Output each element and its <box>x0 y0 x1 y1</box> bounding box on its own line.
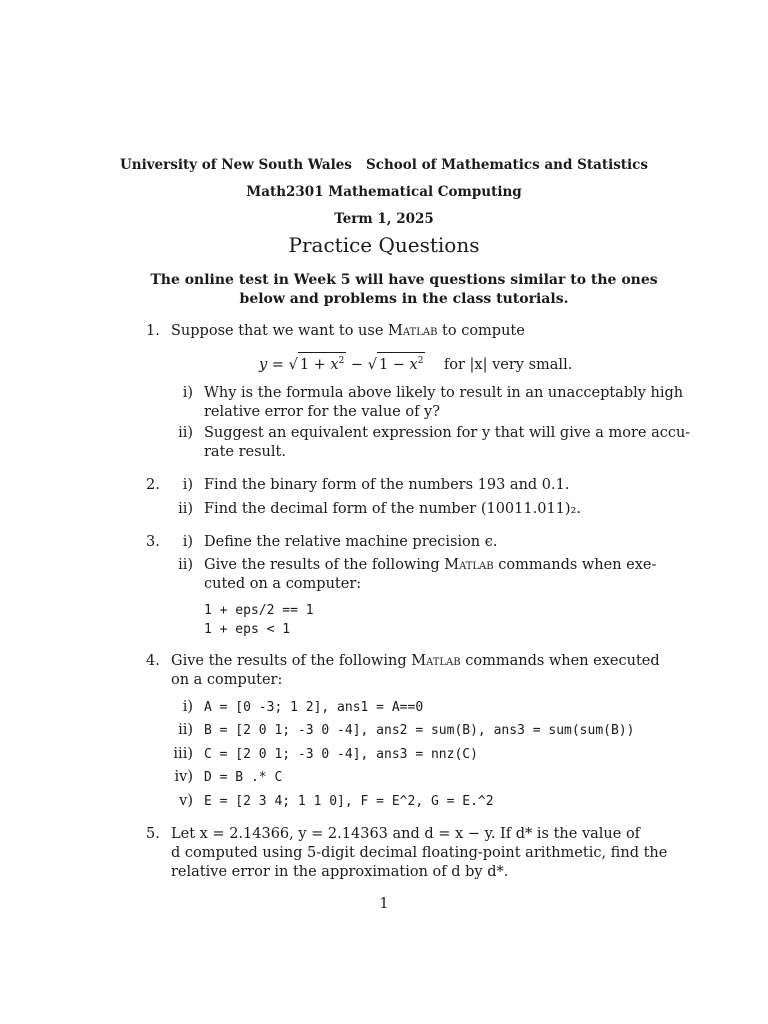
q4-text-a: Give the results of the following <box>171 653 407 669</box>
page-number: 1 <box>379 896 389 912</box>
q1-text-a: Suppose that we want to use <box>171 323 384 339</box>
q1-part2-line2: rate result. <box>204 444 286 460</box>
q4-part4-label: iv) <box>174 769 193 785</box>
q4-software: Matlab <box>411 653 461 669</box>
q1-part1-label: i) <box>182 385 193 401</box>
university-name: University of New South Wales <box>120 157 352 173</box>
q5-line2: d computed using 5-digit decimal floating-point arithmetic, find the <box>171 845 668 861</box>
q1-part1-line2: relative error for the value of y? <box>204 404 441 420</box>
page-title: Practice Questions <box>288 233 480 257</box>
q4-part5-label: v) <box>179 793 193 809</box>
q1-number: 1. <box>146 323 160 339</box>
q3-part1-text: Define the relative machine precision ϵ. <box>204 534 498 550</box>
q1-part2-label: ii) <box>178 425 193 441</box>
q3-part2-text-b: commands when exe- <box>498 557 657 573</box>
q1-part1-line1: Why is the formula above likely to result in an unacceptably high <box>204 385 684 401</box>
q1-formula-condition: for |x| very small. <box>443 356 573 373</box>
q4-part4-code: D = B .* C <box>204 770 283 785</box>
q4-part3-label: iii) <box>173 746 193 762</box>
q1-text <box>171 322 525 341</box>
school-name: School of Mathematics and Statistics <box>366 157 648 173</box>
q3-part2-text-a: Give the results of the following <box>204 557 440 573</box>
q5-line3: relative error in the approximation of d by d*. <box>171 864 509 880</box>
intro-text: The online test in Week 5 will have questions similar to the ones below and problems in the class tutorials. <box>150 272 658 307</box>
course-title: Math2301 Mathematical Computing <box>246 184 522 200</box>
q4-part3-code: C = [2 0 1; -3 0 -4], ans3 = nnz(C) <box>204 747 478 762</box>
q4-number: 4. <box>146 653 160 669</box>
q2-part1-text: Find the binary form of the numbers 193 and 0.1. <box>204 477 570 493</box>
q4-text-line1 <box>171 652 660 671</box>
q4-text-line2: on a computer: <box>171 672 283 688</box>
q5-line1: Let x = 2.14366, y = 2.14363 and d = x − y. If d* is the value of <box>171 826 641 842</box>
q1-software: Matlab <box>388 323 438 339</box>
q3-code-line2: 1 + eps < 1 <box>204 622 291 637</box>
q5-number: 5. <box>146 826 160 842</box>
q3-part2-label: ii) <box>178 557 193 573</box>
q2-part1-label: i) <box>182 477 193 493</box>
q1-text-b: to compute <box>442 323 525 339</box>
q4-part1-code: A = [0 -3; 1 2], ans1 = A==0 <box>204 700 424 715</box>
header-institution <box>0 157 768 173</box>
q1-part2-line1: Suggest an equivalent expression for y that will give a more accu- <box>204 425 691 441</box>
q3-number: 3. <box>146 534 160 550</box>
q4-part2-code: B = [2 0 1; -3 0 -4], ans2 = sum(B), ans3 = sum(sum(B)) <box>204 723 635 738</box>
q3-part2-line1 <box>204 556 656 575</box>
q3-part2-line2: cuted on a computer: <box>204 576 362 592</box>
q3-part1-label: i) <box>182 534 193 550</box>
q4-part2-label: ii) <box>178 722 193 738</box>
q1-formula: y = √ $1 + x^2$ − √ $1 - x^2$ for |x| very small. <box>259 352 572 375</box>
q2-part2-text: Find the decimal form of the number (10011.011)₂. <box>204 501 581 517</box>
q4-text-b: commands when executed <box>465 653 660 669</box>
q2-number: 2. <box>146 477 160 493</box>
q3-software: Matlab <box>444 557 494 573</box>
q4-part1-label: i) <box>182 699 193 715</box>
q3-code-line1: 1 + eps/2 == 1 <box>204 603 314 618</box>
q4-part5-code: E = [2 3 4; 1 1 0], F = E^2, G = E.^2 <box>204 794 494 809</box>
term-label: Term 1, 2025 <box>334 211 434 227</box>
q2-part2-label: ii) <box>178 501 193 517</box>
